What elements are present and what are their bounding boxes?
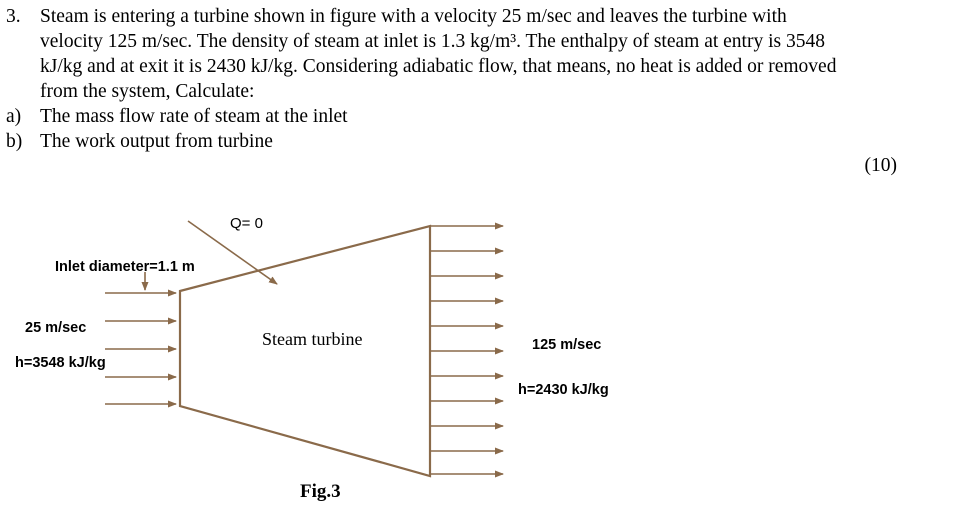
question-block	[0, 4, 959, 154]
question-line-3: from the system, Calculate:	[40, 81, 255, 102]
inlet-diameter-label: Inlet diameter=1.1 m	[55, 259, 195, 275]
turbine-schematic-svg	[0, 188, 959, 509]
outlet-flow-arrows	[430, 226, 503, 474]
inlet-enthalpy-label: h=3548 kJ/kg	[15, 355, 106, 371]
sub-item-label-a: a)	[6, 106, 22, 127]
sub-item-text-a: The mass flow rate of steam at the inlet	[40, 106, 348, 127]
figure-caption: Fig.3	[300, 481, 341, 502]
question-sub-row-a	[0, 104, 959, 129]
device-label: Steam turbine	[262, 329, 363, 349]
inlet-flow-arrows	[105, 293, 176, 404]
marks-value: (10)	[864, 155, 897, 176]
inlet-velocity-label: 25 m/sec	[25, 320, 87, 336]
sub-item-text-b: The work output from turbine	[40, 131, 273, 152]
turbine-body	[180, 226, 430, 476]
question-main-row	[0, 4, 959, 104]
question-number: 3.	[6, 6, 21, 27]
question-line-4: velocity 125 m/sec. The density of steam at inlet is 1.3 kg/m³. The enthalpy of steam at entry is 3548	[40, 31, 825, 52]
question-sub-row-b	[0, 129, 959, 154]
figure-diagram	[0, 188, 959, 509]
sub-item-label-b: b)	[6, 131, 23, 152]
question-line-1: Steam is entering a turbine shown in figure with a velocity 25 m/sec and leaves the turbine with	[40, 6, 787, 27]
question-line-2: kJ/kg and at exit it is 2430 kJ/kg. Considering adiabatic flow, that means, no heat is added or removed	[40, 56, 837, 77]
outlet-velocity-label: 125 m/sec	[532, 337, 602, 353]
heat-label: Q= 0	[230, 215, 263, 232]
outlet-enthalpy-label: h=2430 kJ/kg	[518, 382, 609, 398]
question-body	[40, 4, 959, 104]
